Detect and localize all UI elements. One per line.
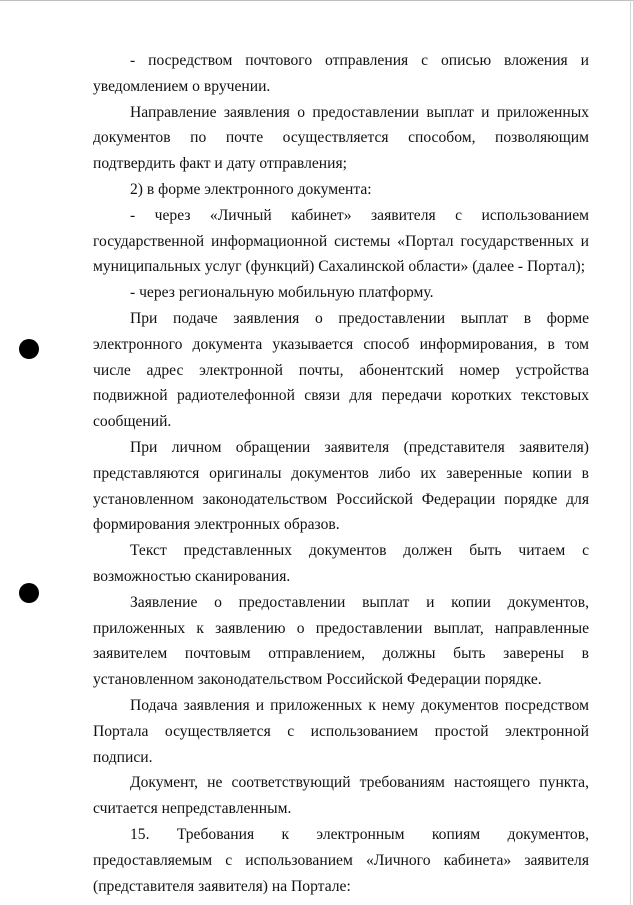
paragraph-mail-confirmation: Направление заявления о предоставлении выплат и приложенных документов по почте осуществляется способом, позволяющим подтвердить факт и дату отправления; <box>93 103 589 173</box>
paragraph-portal-signature: Подача заявления и приложенных к нему документов посредством Портала осуществляется с использованием простой электронной подписи. <box>93 696 589 766</box>
page-right-edge <box>630 0 631 905</box>
paragraph-personal-visit: При личном обращении заявителя (представителя заявителя) представляются оригиналы документов либо их заверенные копии в установленном законодательством Российской Федерации порядке для формирования электронных образов. <box>93 438 589 534</box>
paragraph-personal-cabinet: - через «Личный кабинет» заявителя с использованием государственной информационной системы «Портал государственных и муниципальных услуг (функций) Сахалинской области» (далее - Портал); <box>93 206 589 276</box>
paragraph-scan-readability: Текст представленных документов должен быть читаем с возможностью сканирования. <box>93 542 589 585</box>
paragraph-postal-certification: Заявление о предоставлении выплат и копии документов, приложенных к заявлению о предоставлении выплат, направленные заявителем почтовым отправлением, должны быть заверены в установленном законодательством Российской Федерации порядке. <box>93 593 589 689</box>
paragraph-section-15: 15. Требования к электронным копиям документов, предоставляемым с использованием «Личного кабинета» заявителя (представителя заявителя) на Портале: <box>93 825 589 895</box>
paragraph-not-submitted: Документ, не соответствующий требованиям настоящего пункта, считается непредставленным. <box>93 774 589 818</box>
paragraph-mail-delivery: - посредством почтового отправления с описью вложения и уведомлением о вручении. <box>93 52 589 95</box>
punch-hole-lower <box>19 583 39 603</box>
page-top-edge <box>0 0 633 1</box>
paragraph-notification-method: При подаче заявления о предоставлении выплат в форме электронного документа указывается способ информирования, в том числе адрес электронной почты, абонентский номер устройства подвижной радиотелефонной связи для передачи коротких текстовых сообщений. <box>93 309 589 431</box>
document-body <box>93 48 589 899</box>
punch-hole-upper <box>19 339 39 359</box>
paragraph-mobile-platform: - через региональную мобильную платформу. <box>130 284 434 302</box>
paragraph-electronic-form: 2) в форме электронного документа: <box>130 180 372 198</box>
